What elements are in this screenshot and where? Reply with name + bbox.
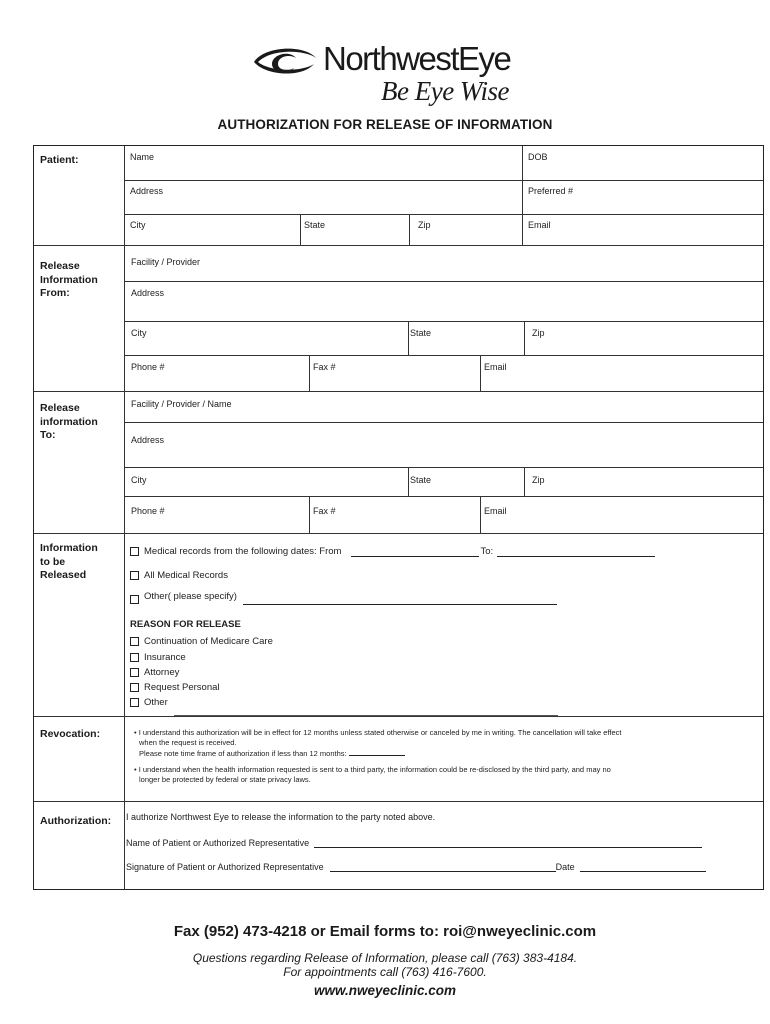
patient-preferred-phone-field[interactable]: Preferred #: [528, 186, 574, 196]
patient-dob-field[interactable]: DOB: [528, 152, 548, 162]
timeframe-label: Please note time frame of authorization if less than 12 months:: [139, 749, 347, 758]
section-divider: [34, 533, 763, 534]
row-line: [124, 496, 763, 497]
to-label: To:: [480, 546, 494, 557]
checkbox[interactable]: [130, 653, 139, 662]
section-divider: [34, 245, 763, 246]
patient-name-field[interactable]: Name: [130, 152, 155, 162]
reason-insurance[interactable]: [130, 652, 186, 663]
reason-medicare[interactable]: [130, 636, 273, 647]
date-line[interactable]: [580, 861, 706, 872]
option-label: Medical records from the following dates: From: [144, 546, 342, 557]
reason-label: Request Personal: [144, 682, 220, 693]
revocation-label: Revocation:: [40, 728, 101, 740]
information-released-label: Information to be Released: [40, 542, 98, 581]
option-label: All Medical Records: [144, 570, 228, 581]
cell-line: [524, 467, 525, 496]
revocation-text-2: [134, 765, 611, 784]
to-address-field[interactable]: Address: [131, 435, 165, 445]
authorization-label: Authorization:: [40, 815, 112, 827]
patient-label: Patient:: [40, 154, 79, 166]
cell-line: [524, 321, 525, 355]
revocation-line: [134, 747, 621, 759]
cell-line: [408, 467, 409, 496]
reason-other[interactable]: [130, 697, 168, 708]
cell-line: [480, 496, 481, 533]
release-to-label: Release information To:: [40, 402, 98, 441]
appointments-contact: For appointments call (763) 416-7600.: [283, 965, 487, 979]
patient-address-field[interactable]: Address: [130, 186, 164, 196]
timeframe-line[interactable]: [349, 747, 405, 756]
other-reason-line[interactable]: [174, 715, 558, 716]
from-city-field[interactable]: City: [131, 328, 147, 338]
reason-label: Insurance: [144, 652, 186, 663]
row-line: [124, 281, 763, 282]
signature-row: [126, 861, 706, 872]
patient-city-field[interactable]: City: [130, 220, 146, 230]
representative-name-row: [126, 837, 702, 848]
section-divider: [34, 801, 763, 802]
cell-line: [409, 214, 410, 245]
to-facility-field[interactable]: Facility / Provider / Name: [131, 399, 232, 409]
revocation-line: when the request is received.: [139, 737, 237, 747]
brand-logo: [250, 38, 540, 108]
option-all-records[interactable]: [130, 570, 228, 581]
row-line: [124, 422, 763, 423]
website-link[interactable]: www.nweyeclinic.com: [313, 983, 457, 998]
to-city-field[interactable]: City: [131, 475, 147, 485]
representative-name-label: Name of Patient or Authorized Representative: [126, 838, 310, 848]
brand-tagline: Be Eye Wise: [381, 76, 509, 106]
cell-line: [522, 214, 523, 245]
patient-state-field[interactable]: State: [304, 220, 326, 230]
to-fax-field[interactable]: Fax #: [313, 506, 336, 516]
reason-request-personal[interactable]: [130, 682, 220, 693]
cell-line: [522, 180, 523, 214]
checkbox[interactable]: [130, 571, 139, 580]
signature-label: Signature of Patient or Authorized Representative: [126, 862, 324, 872]
fax-email-instructions: Fax (952) 473-4218 or Email forms to: roi@nweyeclinic.com: [173, 923, 597, 940]
brand-name: NorthwestEye: [323, 40, 511, 77]
revocation-line: • I understand when the health information requested is sent to a third party, the information could be re-disclosed by the third party, and may no: [134, 765, 611, 774]
questions-contact: Questions regarding Release of Information, please call (763) 383-4184.: [192, 951, 578, 965]
checkbox[interactable]: [130, 595, 139, 604]
checkbox[interactable]: [130, 698, 139, 707]
reason-label: Continuation of Medicare Care: [144, 636, 273, 647]
cell-line: [300, 214, 301, 245]
row-line: [124, 214, 763, 215]
reason-label: Attorney: [144, 667, 180, 678]
authorization-statement: I authorize Northwest Eye to release the information to the party noted above.: [126, 812, 436, 822]
section-divider: [34, 716, 763, 717]
from-zip-field[interactable]: Zip: [532, 328, 545, 338]
row-line: [124, 321, 763, 322]
patient-email-field[interactable]: Email: [528, 220, 551, 230]
checkbox[interactable]: [130, 637, 139, 646]
revocation-text-1: [134, 728, 621, 759]
release-form: [33, 145, 764, 890]
revocation-line: longer be protected by federal or state privacy laws.: [139, 774, 311, 784]
to-phone-field[interactable]: Phone #: [131, 506, 165, 516]
to-date-line[interactable]: [497, 546, 655, 557]
representative-name-line[interactable]: [314, 837, 702, 848]
checkbox[interactable]: [130, 547, 139, 556]
section-divider: [34, 391, 763, 392]
cell-line: [480, 355, 481, 391]
patient-zip-field[interactable]: Zip: [418, 220, 431, 230]
release-from-label: Release Information From:: [40, 260, 98, 299]
cell-line: [408, 321, 409, 355]
from-date-line[interactable]: [351, 546, 479, 557]
from-address-field[interactable]: Address: [131, 288, 165, 298]
cell-line: [309, 496, 310, 533]
from-email-field[interactable]: Email: [484, 362, 507, 372]
document-title: AUTHORIZATION FOR RELEASE OF INFORMATION: [217, 117, 553, 132]
option-date-range[interactable]: [130, 546, 655, 557]
to-zip-field[interactable]: Zip: [532, 475, 545, 485]
checkbox[interactable]: [130, 683, 139, 692]
option-label: Other( please specify): [144, 591, 237, 602]
row-line: [124, 180, 763, 181]
label-column-divider: [124, 146, 125, 889]
to-state-field[interactable]: State: [410, 475, 432, 485]
date-label: Date: [555, 862, 575, 872]
reason-heading: REASON FOR RELEASE: [130, 619, 241, 630]
eye-logo-icon: [250, 42, 318, 80]
from-facility-field[interactable]: Facility / Provider: [131, 257, 201, 267]
to-email-field[interactable]: Email: [484, 506, 507, 516]
from-phone-field[interactable]: Phone #: [131, 362, 165, 372]
from-state-field[interactable]: State: [410, 328, 432, 338]
option-other[interactable]: [130, 588, 557, 605]
from-fax-field[interactable]: Fax #: [313, 362, 336, 372]
other-specify-line[interactable]: [243, 594, 557, 605]
cell-line: [309, 355, 310, 391]
reason-label: Other: [144, 697, 168, 708]
revocation-line: • I understand this authorization will be in effect for 12 months unless stated otherwise or canceled by me in writing. The cancellation will take effect: [134, 728, 622, 737]
checkbox[interactable]: [130, 668, 139, 677]
row-line: [124, 355, 763, 356]
reason-attorney[interactable]: [130, 667, 179, 678]
row-line: [124, 467, 763, 468]
signature-line[interactable]: [330, 861, 556, 872]
cell-line: [522, 146, 523, 180]
